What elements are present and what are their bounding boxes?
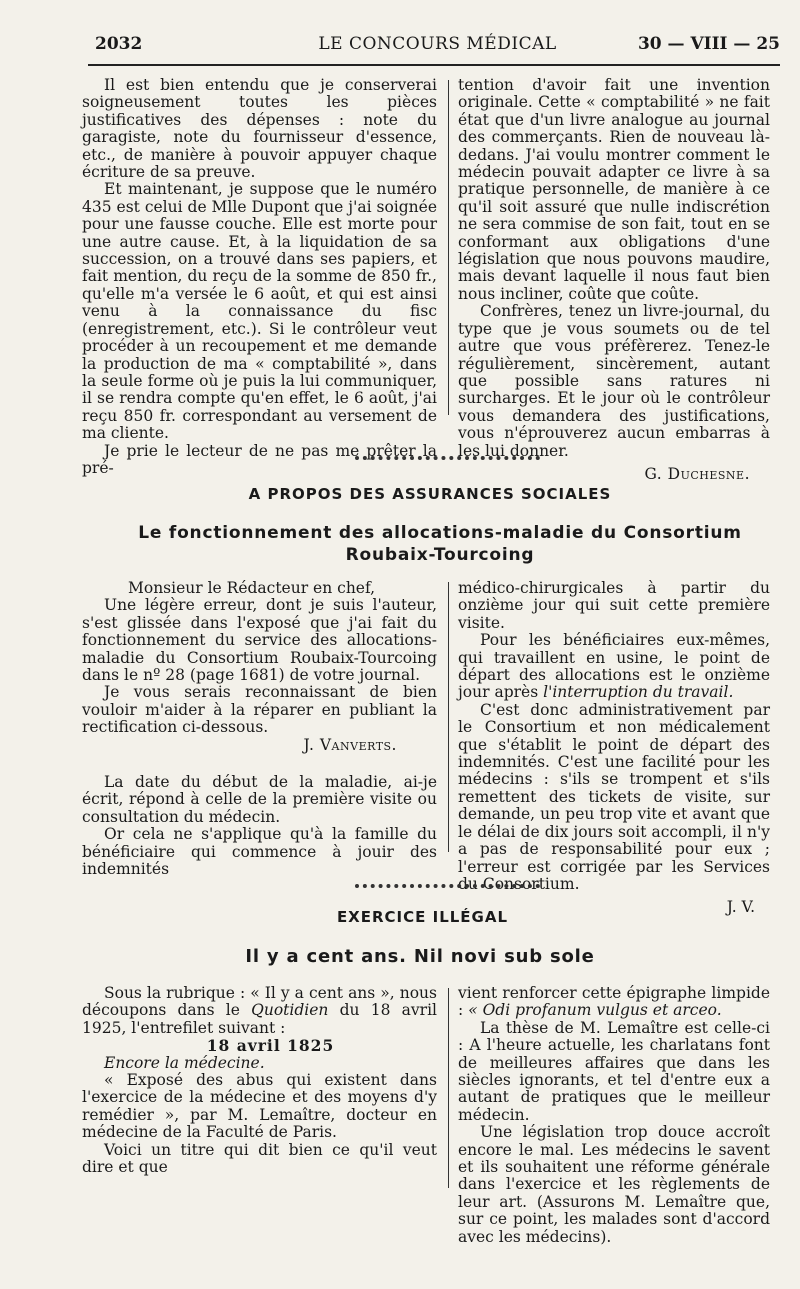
paragraph: Pour les bénéficiaires eux-mêmes, qui travaillent en usine, le point de départ des allocations est le onzième jour après l'interruption du travail.	[458, 631, 770, 702]
paragraph: tention d'avoir fait une invention originale. Cette « comptabilité » ne fait état que d'un livre analogue au journal des commerçants. Rien de nouveau là-dedans. J'ai voulu montrer comment le médecin pouvait adapter ce livre à sa pratique personnelle, de manière à ce qu'il soit assuré que nulle indiscrétion ne sera commise de son fait, tout en se conformant aux obligations d'une législation que nous pouvons maudire, mais devant laquelle il nous faut bien nous incliner, coûte que coûte.	[458, 76, 770, 303]
section-subtitle: Il y a cent ans. Nil novi sub sole	[245, 946, 595, 967]
paragraph: C'est donc administrativement par le Consortium et non médicalement que s'établit le point de départ des indemnités. C'est une facilité pour les médecins : s'ils se trompent et s'ils remettent des tickets de visite, sur demande, un peu trop vite et avant que le délai de dix jours soit accompli, il n'y a pas de responsabilité pour eux ; l'erreur est corrigée par les Services du Consortium.	[458, 700, 770, 893]
paragraph: La thèse de M. Lemaître est celle-ci : A l'heure actuelle, les charlatans font de meilleures affaires que dans les siècles ignorants, et tel d'entre eux a autant de pratiques que le meilleur médecin.	[458, 1018, 770, 1124]
paragraph: Voici un titre qui dit bien ce qu'il veut dire et que	[82, 1140, 437, 1177]
section-ornament	[355, 884, 540, 888]
paragraph: Je prie le lecteur de ne pas me prêter la pré-	[82, 441, 437, 477]
section3-left-column	[82, 985, 437, 1176]
date-heading: 18 avril 1825	[206, 1036, 335, 1056]
page-number: 2032	[95, 34, 143, 54]
italic-text: « Odi profanum vulgus et arceo.	[468, 1001, 722, 1020]
section2-right-column	[458, 580, 770, 917]
paragraph: médico-chirurgicales à partir du onzième jour qui suit cette première visite.	[458, 579, 770, 632]
italic-text: l'interruption du travail.	[543, 683, 734, 702]
section-title: EXERCICE ILLÉGAL	[336, 908, 509, 926]
paragraph: Je vous serais reconnaissant de bien vouloir m'aider à la réparer en publiant la rectification ci-dessous.	[82, 683, 437, 737]
paragraph: Une légère erreur, dont je suis l'auteur, s'est glissée dans l'exposé que j'ai fait du fonctionnement du service des allocations-maladie du Consortium Roubaix-Tourcoing dans le nº 28 (page 1681) de votre journal.	[82, 596, 437, 685]
section-subtitle: Le fonctionnement des allocations-maladie du Consortium Roubaix-Tourcoing	[138, 523, 742, 565]
letter-signature: J. Vanverts.	[303, 735, 397, 754]
section-title: A PROPOS DES ASSURANCES SOCIALES	[248, 485, 612, 503]
paragraph: Sous la rubrique : « Il y a cent ans », nous découpons dans le Quotidien du 18 avril 1925, l'entrefilet suivant :	[82, 984, 437, 1037]
column-divider	[448, 988, 449, 1188]
paragraph: Une législation trop douce accroît encore le mal. Les médecins le savent et ils souhaitent une réforme générale dans l'exercice et les règlements de leur art. (Assurons M. Lemaître que, sur ce point, les malades sont d'accord avec les médecins).	[458, 1123, 770, 1246]
paragraph: La date du début de la maladie, ai-je écrit, répond à celle de la première visite ou consultation du médecin.	[82, 773, 437, 826]
italic-text: Quotidien	[251, 1001, 329, 1020]
journal-title: LE CONCOURS MÉDICAL	[318, 34, 557, 54]
header-rule	[88, 64, 780, 66]
paragraph: Or cela ne s'applique qu'à la famille du bénéficiaire qui commence à jouir des indemnités	[82, 825, 437, 879]
section3-right-column	[458, 985, 770, 1246]
paragraph: « Exposé des abus qui existent dans l'exercice de la médecine et des moyens d'y remédier », par M. Lemaître, docteur en médecine de la Faculté de Paris.	[82, 1071, 437, 1142]
author-signature: G. Duchesne.	[644, 464, 750, 483]
page-header	[95, 34, 780, 64]
paragraph: Confrères, tenez un livre-journal, du type que je vous soumets ou de tel autre que vous préfèrerez. Tenez-le régulièrement, sincèrement, autant que possible sans ratures ni surcharges. Et le jour où le contrôleur vous demandera des justifications, vous n'éprouverez aucun embarras à les lui donner.	[458, 302, 770, 460]
salutation: Monsieur le Rédacteur en chef,	[128, 579, 376, 597]
section-ornament	[355, 456, 540, 460]
column-divider	[448, 582, 449, 852]
italic-heading: Encore la médecine.	[104, 1053, 265, 1072]
paragraph: Et maintenant, je suppose que le numéro 435 est celui de Mlle Dupont que j'ai soignée pour une fausse couche. Elle est morte pour une autre cause. Et, à la liquidation de sa succession, on a trouvé dans ses papiers, et fait mention, du reçu de la somme de 850 fr., qu'elle m'a versée le 6 août, et qui est ainsi venu à la connaissance du fisc (enregistrement, etc.). Si le contrôleur veut procéder à un recoupement et me demande la production de ma « comptabilité », dans la seule forme où je puis la lui communiquer, il se rendra compte qu'en effet, le 6 août, j'ai reçu 850 fr. correspondant au versement de ma cliente.	[82, 180, 437, 443]
column-divider	[448, 80, 449, 415]
issue-date: 30 — VIII — 25	[637, 34, 780, 54]
paragraph: vient renforcer cette épigraphe limpide : « Odi profanum vulgus et arceo.	[458, 984, 770, 1020]
paragraph: Il est bien entendu que je conserverai soigneusement toutes les pièces justificatives des dépenses : note du garagiste, note du fournisseur d'essence, etc., de manière à pouvoir appuyer chaque écriture de sa preuve.	[82, 76, 437, 182]
author-signature: J. V.	[726, 898, 755, 917]
section2-left-column	[82, 580, 437, 879]
article1-right-column	[458, 77, 770, 483]
article1-left-column	[82, 77, 437, 477]
